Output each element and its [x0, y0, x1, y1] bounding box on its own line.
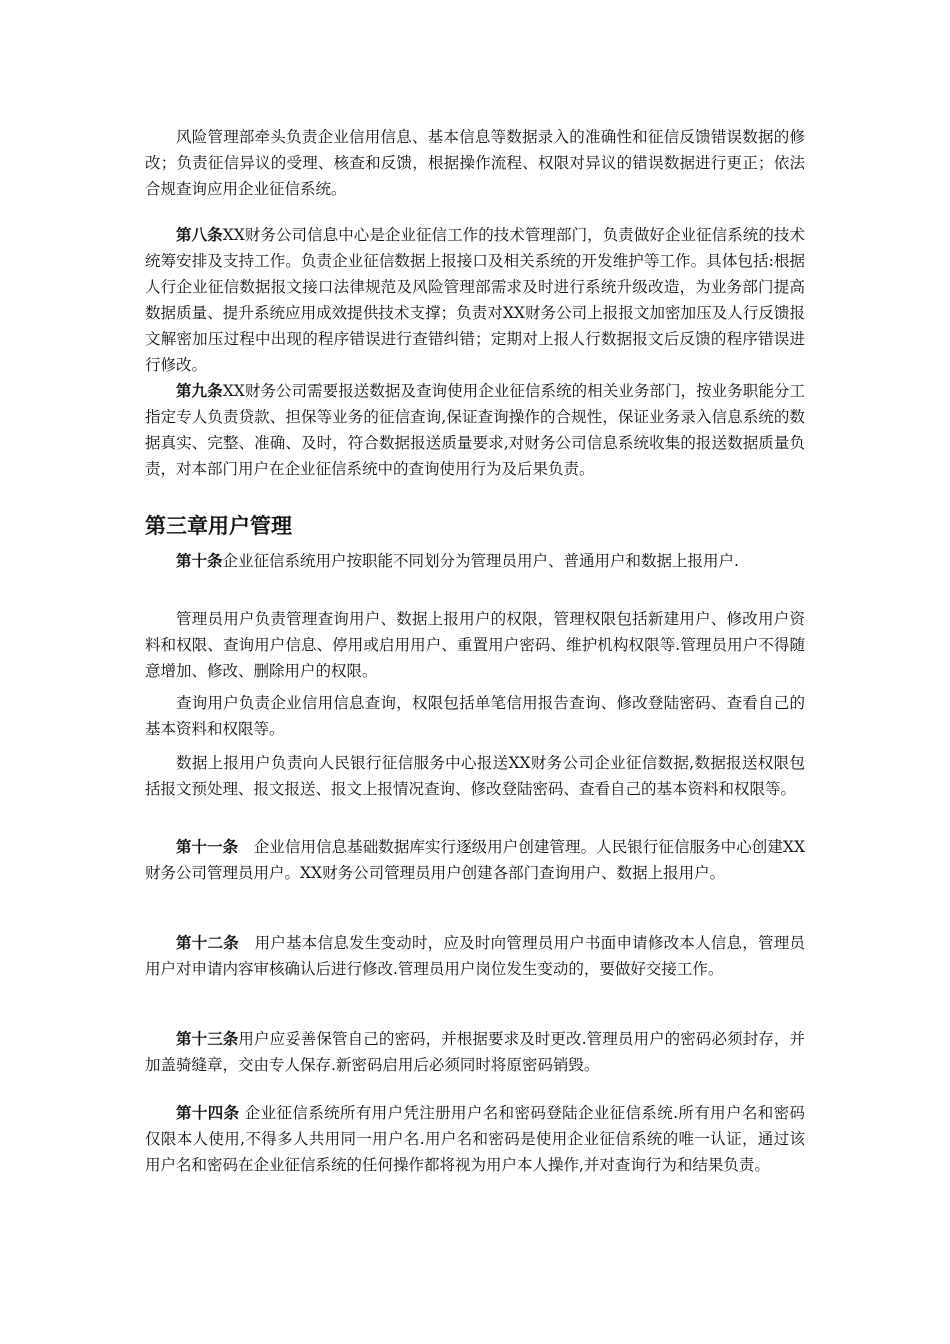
- paragraph-body: 数据上报用户负责向人民银行征信服务中心报送XX财务公司企业征信数据,数据报送权限包括报文预处理、报文报送、报文上报情况查询、修改登陆密码、查看自己的基本资料和权限等。: [145, 754, 805, 798]
- paragraph-article-14: [145, 1100, 805, 1178]
- paragraph-body: 风险管理部牵头负责企业信用信息、基本信息等数据录入的准确性和征信反馈错误数据的修改；负责征信异议的受理、核查和反馈，根据操作流程、权限对异议的错误数据进行更正；依法合规查询应用企业征信系统。: [145, 128, 805, 198]
- article-number: 第九条: [176, 381, 223, 400]
- paragraph-article-12: [145, 930, 805, 982]
- paragraph-body: 用户基本信息发生变动时，应及时向管理员用户书面申请修改本人信息，管理员用户对申请内容审核确认后进行修改.管理员用户岗位发生变动的，要做好交接工作。: [145, 934, 805, 978]
- article-number: 第八条: [176, 225, 223, 244]
- paragraph-body: 企业征信系统用户按职能不同划分为管理员用户、普通用户和数据上报用户.: [222, 552, 739, 570]
- paragraph-report-user: [145, 750, 805, 802]
- paragraph-article-11: [145, 834, 805, 886]
- paragraph-article-9: [145, 378, 805, 482]
- article-number: 第十三条: [176, 1029, 239, 1048]
- paragraph-article-10: [145, 548, 805, 574]
- paragraph-body: 管理员用户负责管理查询用户、数据上报用户的权限，管理权限包括新建用户、修改用户资料和权限、查询用户信息、停用或启用用户、重置用户密码、维护机构权限等.管理员用户不得随意增加、修改、删除用户的权限。: [145, 610, 805, 680]
- article-number: 第十四条: [176, 1103, 240, 1122]
- paragraph-body: 企业征信系统所有用户凭注册用户名和密码登陆企业征信系统.所有用户名和密码仅限本人使用,不得多人共用同一用户名.用户名和密码是使用企业征信系统的唯一认证，通过该用户名和密码在企业征信系统的任何操作都将视为用户本人操作,并对查询行为和结果负责。: [145, 1104, 805, 1174]
- paragraph-risk-management: [145, 124, 805, 202]
- paragraph-body: 企业信用信息基础数据库实行逐级用户创建管理。人民银行征信服务中心创建XX财务公司管理员用户。XX财务公司管理员用户创建各部门查询用户、数据上报用户。: [145, 838, 805, 882]
- paragraph-body: XX财务公司需要报送数据及查询使用企业征信系统的相关业务部门，按业务职能分工指定专人负责贷款、担保等业务的征信查询,保证查询操作的合规性，保证业务录入信息系统的数据真实、完整、准确、及时，符合数据报送质量要求,对财务公司信息系统收集的报送数据质量负责，对本部门用户在企业征信系统中的查询使用行为及后果负责。: [145, 382, 805, 478]
- paragraph-body: XX财务公司信息中心是企业征信工作的技术管理部门，负责做好企业征信系统的技术统筹安排及支持工作。负责企业征信数据上报接口及相关系统的开发维护等工作。具体包括:根据人行企业征信数据报文接口法律规范及风险管理部需求及时进行系统升级改造，为业务部门提高数据质量、提升系统应用成效提供技术支撑；负责对XX财务公司上报报文加密加压及人行反馈报文解密加压过程中出现的程序错误进行查错纠错；定期对上报人行数据报文后反馈的程序错误进行修改。: [145, 226, 805, 374]
- chapter-heading: 第三章用户管理: [145, 514, 292, 538]
- paragraph-admin-user: [145, 606, 805, 684]
- paragraph-body: 用户应妥善保管自己的密码，并根据要求及时更改.管理员用户的密码必须封存，并加盖骑缝章，交由专人保存.新密码启用后必须同时将原密码销毁。: [145, 1030, 805, 1074]
- paragraph-body: 查询用户负责企业信用信息查询，权限包括单笔信用报告查询、修改登陆密码、查看自己的基本资料和权限等。: [145, 694, 805, 738]
- paragraph-article-13: [145, 1026, 805, 1078]
- paragraph-query-user: [145, 690, 805, 742]
- paragraph-article-8: [145, 222, 805, 378]
- article-number: 第十条: [176, 551, 223, 570]
- article-number: 第十二条: [176, 933, 239, 952]
- article-number: 第十一条: [176, 837, 239, 856]
